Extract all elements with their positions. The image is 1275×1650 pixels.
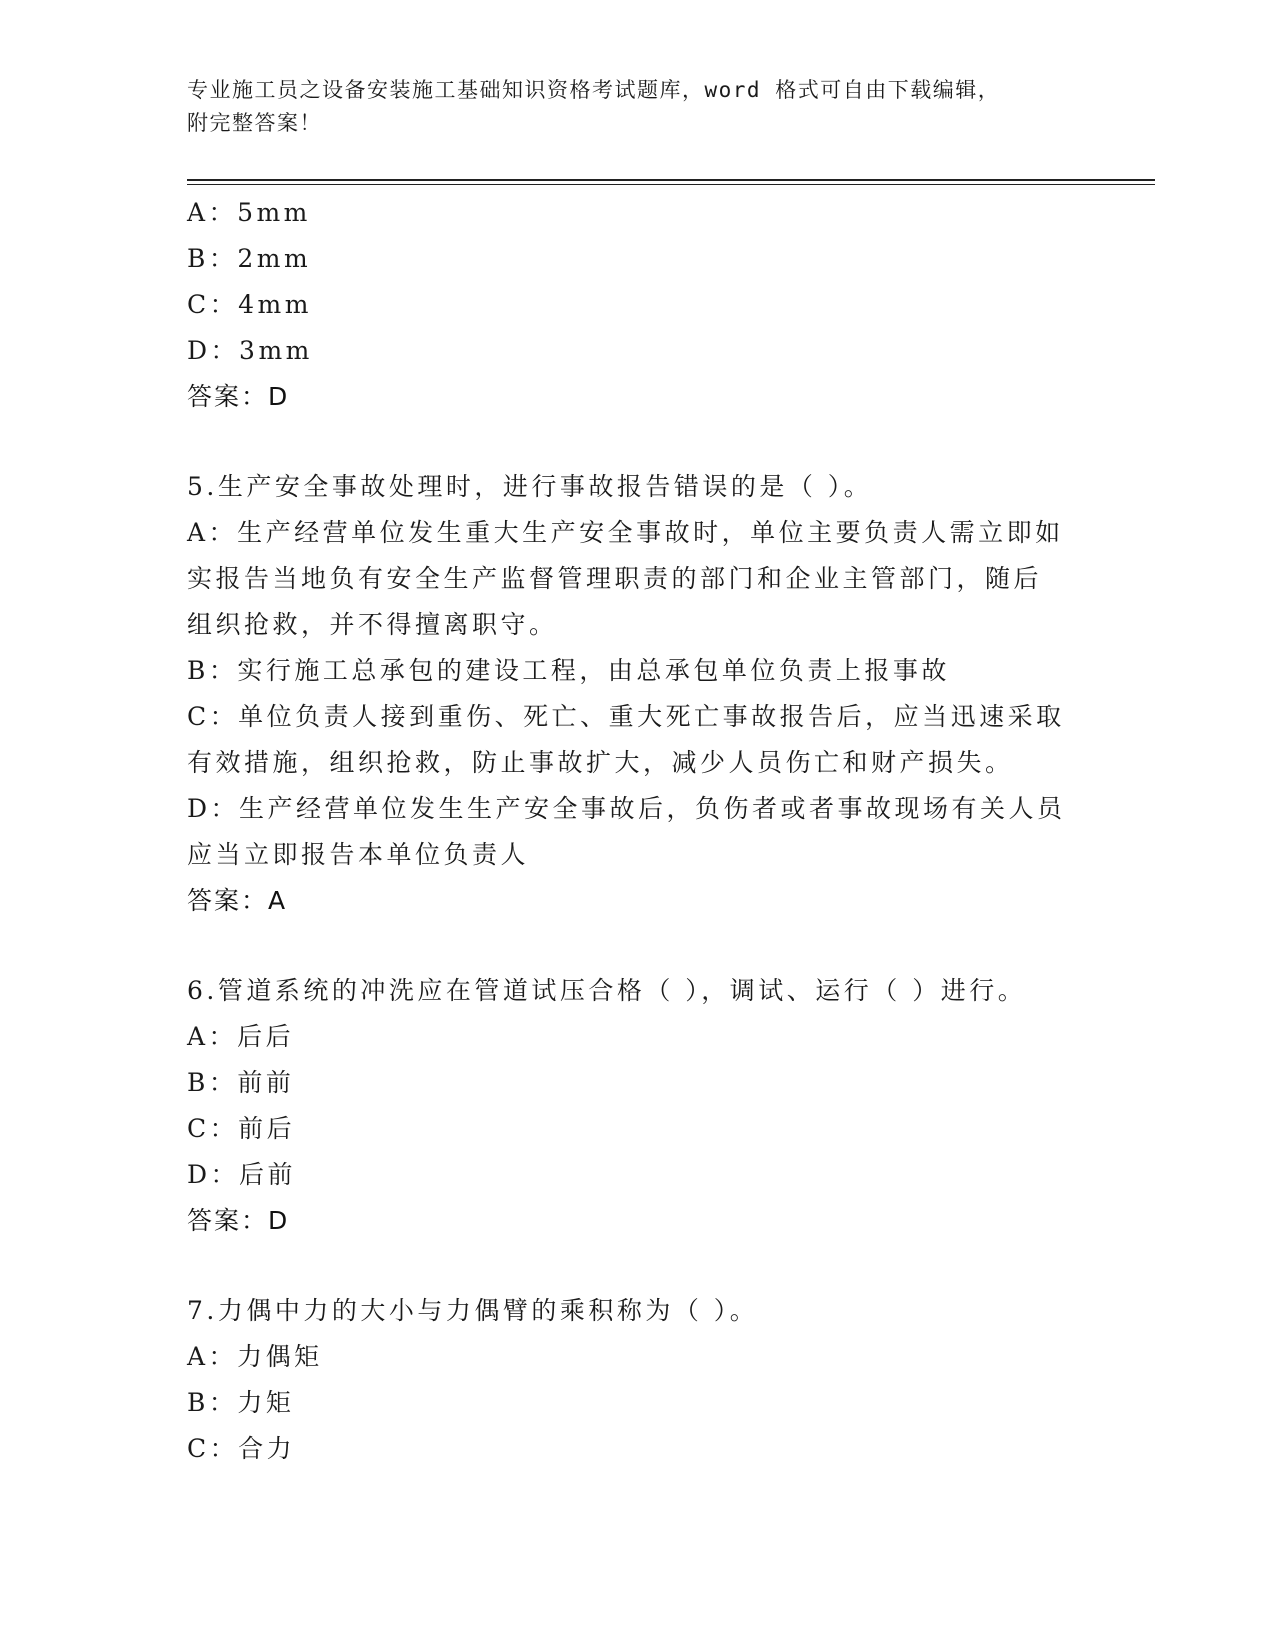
option-c [187, 1426, 1087, 1472]
header-rule-thick [187, 179, 1155, 181]
option-key: D： [187, 336, 240, 365]
option-text-line-2: 有效措施，组织抢救，防止事故扩大，减少人员伤亡和财产损失。 [187, 748, 1014, 777]
option-text-line-2: 实报告当地负有安全生产监督管理职责的部门和企业主管部门，随后 [187, 564, 1043, 593]
option-text: 力矩 [237, 1388, 295, 1417]
header-rule-thin [187, 184, 1155, 185]
question-4-options [187, 190, 1087, 420]
spacer [187, 924, 1087, 968]
option-text: 实行施工总承包的建设工程，由总承包单位负责上报事故 [237, 656, 950, 685]
document-header [187, 74, 1087, 140]
option-text-line-2: 应当立即报告本单位负责人 [187, 840, 530, 869]
answer-line: 答案：D [187, 1206, 290, 1235]
option-key: D： [187, 794, 240, 823]
option-text: 5mm [237, 198, 311, 227]
option-c [187, 1106, 1087, 1152]
option-key: A： [187, 1342, 238, 1371]
option-text: 合力 [238, 1434, 296, 1463]
option-b [187, 236, 1087, 282]
option-d [187, 1152, 1087, 1198]
option-d [187, 786, 1087, 878]
option-text-line-3: 组织抢救，并不得擅离职守。 [187, 610, 558, 639]
option-a [187, 510, 1087, 648]
option-text-line-1: 生产经营单位发生生产安全事故后，负伤者或者事故现场有关人员 [239, 794, 1066, 823]
option-text-line-1: 生产经营单位发生重大生产安全事故时，单位主要负责人需立即如 [237, 518, 1064, 547]
question-title: 5.生产安全事故处理时，进行事故报告错误的是（ ）。 [187, 472, 873, 501]
option-text: 2mm [237, 244, 312, 273]
option-text-line-1: 单位负责人接到重伤、死亡、重大死亡事故报告后，应当迅速采取 [238, 702, 1065, 731]
header-line-1: 专业施工员之设备安装施工基础知识资格考试题库，word 格式可自由下载编辑， [187, 78, 1001, 102]
option-b [187, 648, 1087, 694]
option-c [187, 282, 1087, 328]
option-c [187, 694, 1087, 786]
option-text: 后后 [237, 1022, 295, 1051]
option-key: B： [187, 1388, 238, 1417]
option-a [187, 1334, 1087, 1380]
option-key: C： [187, 1114, 239, 1143]
question-content [187, 190, 1087, 1472]
option-key: A： [187, 518, 238, 547]
answer-line: 答案：A [187, 886, 288, 915]
option-text: 后前 [239, 1160, 297, 1189]
option-key: A： [187, 1022, 238, 1051]
option-key: C： [187, 702, 239, 731]
option-a [187, 190, 1087, 236]
option-key: B： [187, 244, 238, 273]
option-key: B： [187, 656, 238, 685]
option-text: 前前 [237, 1068, 295, 1097]
option-text: 4mm [238, 290, 312, 319]
question-title: 6.管道系统的冲洗应在管道试压合格（ ），调试、运行（ ）进行。 [187, 976, 1027, 1005]
option-text: 前后 [238, 1114, 296, 1143]
option-d [187, 328, 1087, 374]
answer-line: 答案：D [187, 382, 290, 411]
option-b [187, 1060, 1087, 1106]
question-5 [187, 464, 1087, 924]
question-title: 7.力偶中力的大小与力偶臂的乘积称为（ ）。 [187, 1296, 759, 1325]
spacer [187, 1244, 1087, 1288]
option-key: B： [187, 1068, 238, 1097]
option-text: 3mm [239, 336, 313, 365]
question-6 [187, 968, 1087, 1244]
option-b [187, 1380, 1087, 1426]
option-a [187, 1014, 1087, 1060]
question-7 [187, 1288, 1087, 1472]
option-key: C： [187, 1434, 239, 1463]
spacer [187, 420, 1087, 464]
option-key: D： [187, 1160, 240, 1189]
option-key: C： [187, 290, 239, 319]
option-text: 力偶矩 [237, 1342, 323, 1371]
option-key: A： [187, 198, 238, 227]
header-line-2: 附完整答案！ [187, 111, 322, 135]
